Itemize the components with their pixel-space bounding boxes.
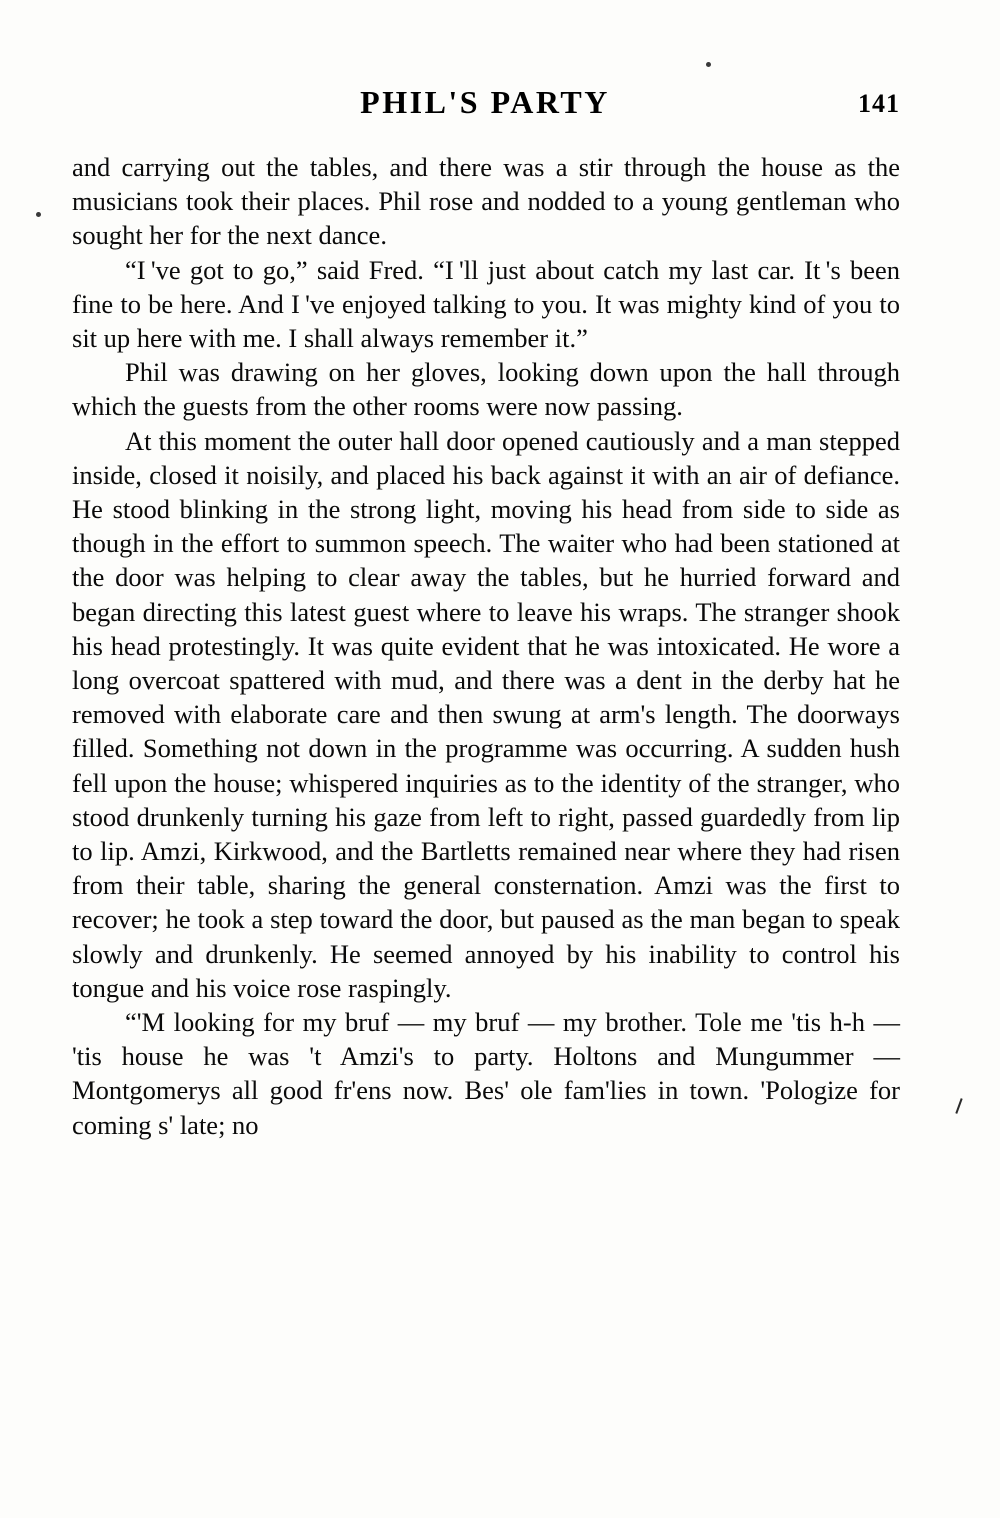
page-number: 141 (858, 89, 900, 118)
paragraph-2: “I 've got to go,” said Fred. “I 'll just about catch my last car. It 's been fine to be here. And I 've enjoyed talking to you. It was mighty kind of you to sit up here with me. I shall always remember it.” (72, 254, 900, 354)
paragraph-5: “'M looking for my bruf — my bruf — my brother. Tole me 'tis h-h — 'tis house he was 't Amzi's to party. Holtons and Mungummer — Montgomerys all good fr'ens now. Bes' ole fam'lies in town. 'Pologize for coming s' late; no (72, 1007, 900, 1140)
running-title: PHIL'S PARTY (360, 84, 610, 120)
paragraph-1: and carrying out the tables, and there was a stir through the house as the musicians took their places. Phil rose and nodded to a young gentleman who sought her for the next dance. (72, 152, 900, 251)
scan-speck (706, 62, 711, 67)
margin-mark (955, 1098, 962, 1114)
scan-speck (36, 212, 41, 217)
paragraph-4: At this moment the outer hall door opened cautiously and a man stepped inside, closed it noisily, and placed his back against it with an air of defiance. He stood blinking in the strong light, moving his head from side to side as though in the effort to summon speech. The waiter who had been stationed at the door was helping to clear away the tables, but he hurried forward and began directing this latest guest where to leave his wraps. The stranger shook his head protestingly. It was quite evident that he was intoxicated. He wore a long overcoat spattered with mud, and there was a dent in the derby hat he removed with elaborate care and then swung at arm's length. The doorways filled. Something not down in the programme was occurring. A sudden hush fell upon the house; whispered inquiries as to the identity of the stranger, who stood drunkenly turning his gaze from left to right, passed guardedly from lip to lip. Amzi, Kirkwood, and the Bartletts remained near where they had risen from their table, sharing the general consternation. Amzi was the first to recover; he took a step toward the door, but paused as the man began to speak slowly and drunkenly. He seemed annoyed by his inability to control his tongue and his voice rose raspingly. (72, 425, 900, 1003)
page-body (72, 150, 900, 1142)
page-header (70, 84, 900, 126)
paragraph-3: Phil was drawing on her gloves, looking down upon the hall through which the guests from the other rooms were now passing. (72, 357, 900, 422)
